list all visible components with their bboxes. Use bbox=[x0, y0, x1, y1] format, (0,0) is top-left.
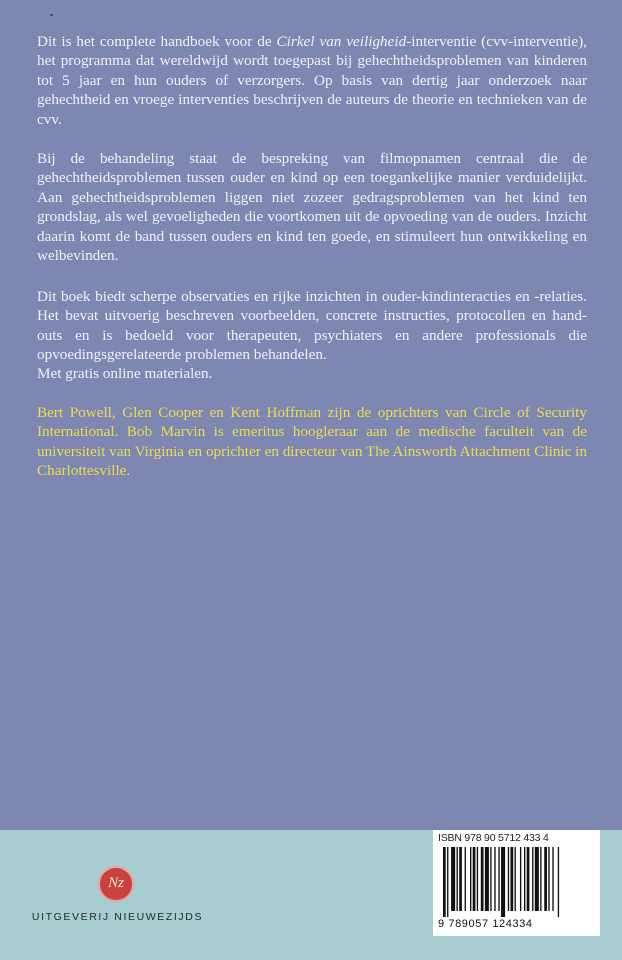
barcode-bar bbox=[535, 847, 539, 911]
barcode-bar bbox=[540, 847, 541, 911]
barcode-bar bbox=[451, 847, 455, 911]
publisher-name: UITGEVERIJ NIEUWEZIJDS bbox=[31, 911, 204, 923]
barcode-bar bbox=[470, 847, 471, 911]
barcode-bar bbox=[508, 847, 509, 911]
barcode-bar bbox=[447, 847, 448, 917]
barcode-bar bbox=[457, 847, 458, 911]
barcode-bar bbox=[443, 847, 446, 917]
barcode-digits: 9 789057 124334 bbox=[438, 918, 533, 930]
barcode-bar bbox=[481, 847, 484, 911]
blurb-text: Dit is het complete handboek voor de bbox=[37, 33, 277, 50]
barcode-bar bbox=[498, 847, 499, 911]
barcode-bar bbox=[465, 847, 466, 911]
barcode-bar bbox=[548, 847, 549, 911]
barcode-bar bbox=[494, 847, 495, 911]
barcode-bar bbox=[520, 847, 521, 911]
barcode-bar bbox=[552, 847, 553, 911]
blurb-paragraph-3: Dit boek biedt scherpe observaties en rijke inzichten in ouder-kindinteracties en -relaties. Het bevat uitvoerig beschreven voorbeelden, concrete instructies, protocollen en hand-outs en is bedoeld voor therapeuten, psychiaters en andere professionals die opvoedingsgerelateerde problemen behandelen. bbox=[37, 288, 587, 364]
barcode-bar bbox=[524, 847, 525, 911]
barcode-bar bbox=[544, 847, 547, 911]
publisher-logo: Nz bbox=[100, 868, 132, 900]
online-materials-note: Met gratis online materialen. bbox=[37, 365, 213, 382]
barcode-bar bbox=[490, 847, 491, 911]
barcode-bar bbox=[527, 847, 530, 911]
barcode-bar bbox=[511, 847, 514, 911]
blurb-paragraph-1 bbox=[37, 32, 587, 129]
barcode-bar bbox=[501, 847, 505, 917]
blurb-text: -interventie (cvv-interventie), het programma dat wereldwijd wordt toegepast bij gehechtheidsproblemen van kinderen tot 5 jaar en hun ouders of verzorgers. Op basis van dertig jaar onderzoek naar gehechtheid en vroege interventies beschrijven de auteurs de theorie en technieken van de cvv. bbox=[37, 33, 587, 128]
author-bios: Bert Powell, Glen Cooper en Kent Hoffman zijn de oprichters van Circle of Security International. Bob Marvin is emeritus hoogleraar aan de medische faculteit van de universiteit van Virginia en oprichter en directeur van The Ainsworth Attachment Clinic in Charlottesville. bbox=[37, 404, 587, 480]
barcode-bar bbox=[473, 847, 476, 911]
barcode-bar bbox=[485, 847, 489, 911]
blurb-paragraph-2: Bij de behandeling staat de bespreking van filmopnamen centraal die de gehechtheidsproblemen tussen ouder en kind op een toegankelijke manier verduidelijkt. Aan gehechtheidsproblemen liggen niet zozeer gedragsproblemen van het kind ten grondslag, als wel gevoeligheden die voortkomen uit de opvoeding van de ouders. Inzicht daarin komt de band tussen ouders en kind ten goede, en stimuleert hun ontwikkeling en welbevinden. bbox=[37, 150, 587, 265]
barcode-bar bbox=[477, 847, 478, 911]
barcode-bar bbox=[515, 847, 516, 911]
barcode-bar bbox=[558, 847, 559, 917]
print-speck bbox=[50, 14, 53, 16]
isbn-label: ISBN 978 90 5712 433 4 bbox=[438, 832, 549, 844]
barcode-bar bbox=[459, 847, 462, 911]
program-title: Cirkel van veiligheid bbox=[276, 33, 407, 50]
barcode-bar bbox=[532, 847, 533, 911]
barcode-icon bbox=[441, 847, 597, 917]
